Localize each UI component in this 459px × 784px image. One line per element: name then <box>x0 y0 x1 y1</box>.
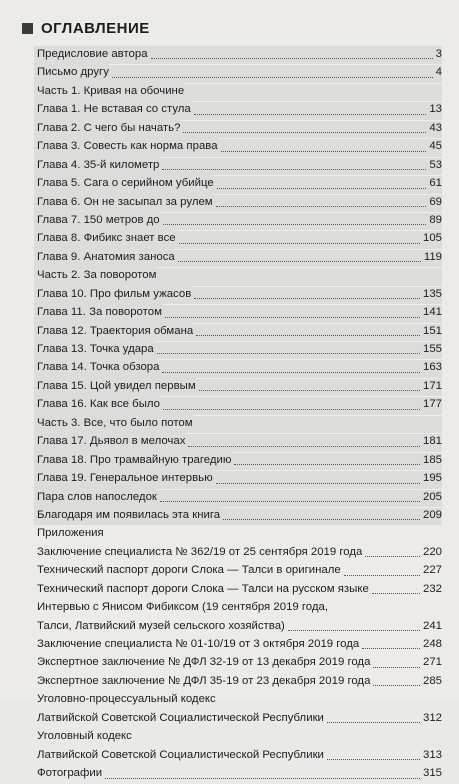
toc-entry-title: Глава 4. 35-й километр <box>34 157 159 174</box>
toc-entry-title: Технический паспорт дороги Слока — Талси на русском языке <box>37 582 369 595</box>
toc-entry <box>34 654 442 672</box>
dot-leader <box>223 519 420 520</box>
toc-entry <box>34 286 442 304</box>
toc-entry-title: Глава 19. Генеральное интервью <box>34 470 213 487</box>
toc-entry-page: 232 <box>422 582 442 595</box>
toc-entry <box>34 525 442 543</box>
toc-entry <box>34 249 442 267</box>
toc-entry-title: Глава 13. Точка удара <box>34 341 154 358</box>
dot-leader <box>163 224 427 225</box>
toc-entry-title: Глава 18. Про трамвайную трагедию <box>34 452 231 469</box>
toc-entry-title: Заключение специалиста № 01-10/19 от 3 октября 2019 года <box>37 638 360 650</box>
toc-entry <box>34 728 442 746</box>
toc-entry <box>34 175 442 193</box>
toc-entry <box>34 341 442 359</box>
dot-leader <box>373 667 420 668</box>
toc-entry-page: 315 <box>422 767 442 780</box>
toc-entry <box>34 765 442 783</box>
toc-entry <box>34 747 442 765</box>
toc-entry <box>34 64 442 82</box>
dot-leader <box>151 58 433 59</box>
toc-entry <box>34 323 442 341</box>
toc-entry-title: Интервью с Янисом Фибиксом (19 сентября 2019 года, <box>37 601 329 614</box>
dot-leader <box>162 169 426 170</box>
toc-entry <box>34 581 442 599</box>
toc-entry-page: 227 <box>422 564 442 577</box>
toc-entry-title: Благодаря им появилась эта книга <box>34 507 220 524</box>
toc-entry <box>34 618 442 636</box>
dot-leader <box>288 630 420 631</box>
dot-leader <box>216 483 420 484</box>
toc-entry-page: 43 <box>429 121 442 134</box>
toc-entry-page: 285 <box>422 674 442 687</box>
toc-entry-page: 89 <box>429 213 442 226</box>
toc-entry-page: 195 <box>422 472 442 485</box>
toc-entry-page: 151 <box>422 324 442 337</box>
toc-entry-page: 209 <box>422 508 442 521</box>
toc-entry-title: Глава 9. Анатомия заноса <box>34 249 175 266</box>
toc-entry <box>34 636 442 654</box>
toc-entry-title: Глава 16. Как все было <box>34 396 160 413</box>
toc-entry <box>34 101 442 119</box>
dot-leader <box>179 243 420 244</box>
toc-entry-title: Письмо другу <box>34 64 109 81</box>
toc-entry-title: Глава 8. Фибикс знает все <box>34 230 176 247</box>
toc-entry-page: 141 <box>422 306 442 319</box>
toc-entry <box>34 470 442 488</box>
toc-entry-page: 69 <box>429 195 442 208</box>
toc-entry-page: 4 <box>435 66 442 79</box>
toc-entry <box>34 212 442 230</box>
toc-entry-page: 220 <box>422 545 442 558</box>
dot-leader <box>196 335 420 336</box>
toc-entry-title: Глава 14. Точка обзора <box>34 359 159 376</box>
dot-leader <box>183 132 426 133</box>
dot-leader <box>373 685 420 686</box>
toc-entry-title: Фотографии <box>37 767 103 780</box>
toc-entry-page: 13 <box>429 103 442 116</box>
toc-entry <box>34 378 442 396</box>
dot-leader <box>372 593 420 594</box>
toc-entry <box>34 691 442 709</box>
toc-entry-title: Глава 5. Сага о серийном убийце <box>34 175 214 192</box>
toc-entry-title: Часть 2. За поворотом <box>34 267 156 284</box>
toc-entry-page: 3 <box>435 48 442 60</box>
dot-leader <box>160 501 420 502</box>
toc-entry <box>34 194 442 212</box>
toc-entry-title: Латвийской Советской Социалистической Республики <box>37 748 324 761</box>
toc-entry <box>34 599 442 617</box>
toc-entry-title: Уголовно-процессуальный кодекс <box>37 693 216 706</box>
dot-leader <box>105 778 420 779</box>
dot-leader <box>344 575 420 576</box>
toc-list <box>34 46 442 784</box>
toc-entry <box>34 489 442 507</box>
toc-heading: ОГЛАВЛЕНИЕ <box>41 20 150 37</box>
dot-leader <box>157 353 420 354</box>
toc-entry-title: Глава 15. Цой увидел первым <box>34 378 196 395</box>
toc-entry <box>34 46 442 64</box>
toc-entry-title: Глава 17. Дьявол в мелочах <box>34 433 185 450</box>
toc-entry <box>34 359 442 377</box>
toc-entry-page: 312 <box>422 711 442 724</box>
toc-entry-title: Экспертное заключение № ДФЛ 32-19 от 13 декабря 2019 года <box>37 656 371 669</box>
toc-entry <box>34 673 442 691</box>
dot-leader <box>162 372 420 373</box>
toc-entry <box>34 304 442 322</box>
toc-entry <box>34 138 442 156</box>
toc-entry-title: Глава 7. 150 метров до <box>34 212 160 229</box>
toc-entry <box>34 267 442 285</box>
dot-leader <box>199 390 420 391</box>
toc-entry <box>34 415 442 433</box>
dot-leader <box>234 464 420 465</box>
toc-entry-page: 135 <box>422 287 442 300</box>
toc-entry-page: 61 <box>429 177 442 190</box>
dot-leader <box>188 446 420 447</box>
toc-entry-title: Глава 6. Он не засыпал за рулем <box>34 194 213 211</box>
toc-entry-title: Глава 3. Совесть как норма права <box>34 138 218 155</box>
toc-entry-page: 181 <box>422 435 442 448</box>
toc-entry-title: Часть 3. Все, что было потом <box>34 415 193 432</box>
toc-header <box>22 20 150 37</box>
toc-entry-page: 177 <box>422 398 442 411</box>
dot-leader <box>165 317 420 318</box>
toc-entry-title: Глава 11. За поворотом <box>34 304 162 321</box>
toc-entry <box>34 710 442 728</box>
toc-entry-title: Предисловие автора <box>34 46 148 63</box>
toc-entry-page: 45 <box>429 140 442 153</box>
toc-entry <box>34 157 442 175</box>
toc-entry-title: Экспертное заключение № ДФЛ 35-19 от 23 декабря 2019 года <box>37 674 371 687</box>
square-bullet-icon <box>22 23 33 34</box>
dot-leader <box>221 151 427 152</box>
dot-leader <box>365 556 420 557</box>
toc-entry-page: 241 <box>422 619 442 632</box>
toc-entry-title: Глава 1. Не вставая со стула <box>34 101 191 118</box>
dot-leader <box>362 648 420 649</box>
toc-entry <box>34 433 442 451</box>
toc-entry-title: Технический паспорт дороги Слока — Талси в оригинале <box>37 564 341 577</box>
toc-entry-title: Часть 1. Кривая на обочине <box>34 83 184 100</box>
toc-entry-title: Талси, Латвийский музей сельского хозяйства) <box>37 619 285 632</box>
dot-leader <box>194 114 427 115</box>
toc-entry <box>34 83 442 101</box>
dot-leader <box>327 722 420 723</box>
toc-entry <box>34 507 442 525</box>
toc-entry-page: 163 <box>422 361 442 374</box>
toc-entry <box>34 544 442 562</box>
dot-leader <box>178 261 421 262</box>
toc-entry <box>34 230 442 248</box>
dot-leader <box>112 77 433 78</box>
toc-entry <box>34 452 442 470</box>
toc-entry-page: 248 <box>422 638 442 650</box>
toc-entry-title: Приложения <box>37 527 104 540</box>
toc-entry-title: Латвийской Советской Социалистической Республики <box>37 711 324 724</box>
toc-entry-page: 171 <box>422 379 442 392</box>
dot-leader <box>163 409 420 410</box>
toc-entry-page: 105 <box>422 232 442 245</box>
toc-entry <box>34 562 442 580</box>
toc-entry-page: 271 <box>422 656 442 669</box>
toc-entry-title: Пара слов напоследок <box>34 489 157 506</box>
dot-leader <box>194 298 420 299</box>
toc-entry-title: Заключение специалиста № 362/19 от 25 сентября 2019 года <box>37 545 363 558</box>
toc-entry-page: 119 <box>423 250 442 263</box>
toc-entry-title: Глава 12. Траектория обмана <box>34 323 193 340</box>
toc-entry-title: Глава 10. Про фильм ужасов <box>34 286 191 303</box>
dot-leader <box>216 206 427 207</box>
toc-entry-page: 205 <box>422 490 442 503</box>
toc-entry-title: Глава 2. С чего бы начать? <box>34 120 180 137</box>
toc-entry-title: Уголовный кодекс <box>37 730 132 743</box>
dot-leader <box>327 759 420 760</box>
toc-entry-page: 53 <box>429 158 442 171</box>
dot-leader <box>217 188 427 189</box>
toc-entry-page: 155 <box>422 343 442 355</box>
toc-entry-page: 313 <box>422 748 442 761</box>
toc-entry <box>34 396 442 414</box>
toc-entry <box>34 120 442 138</box>
toc-entry-page: 185 <box>422 453 442 466</box>
